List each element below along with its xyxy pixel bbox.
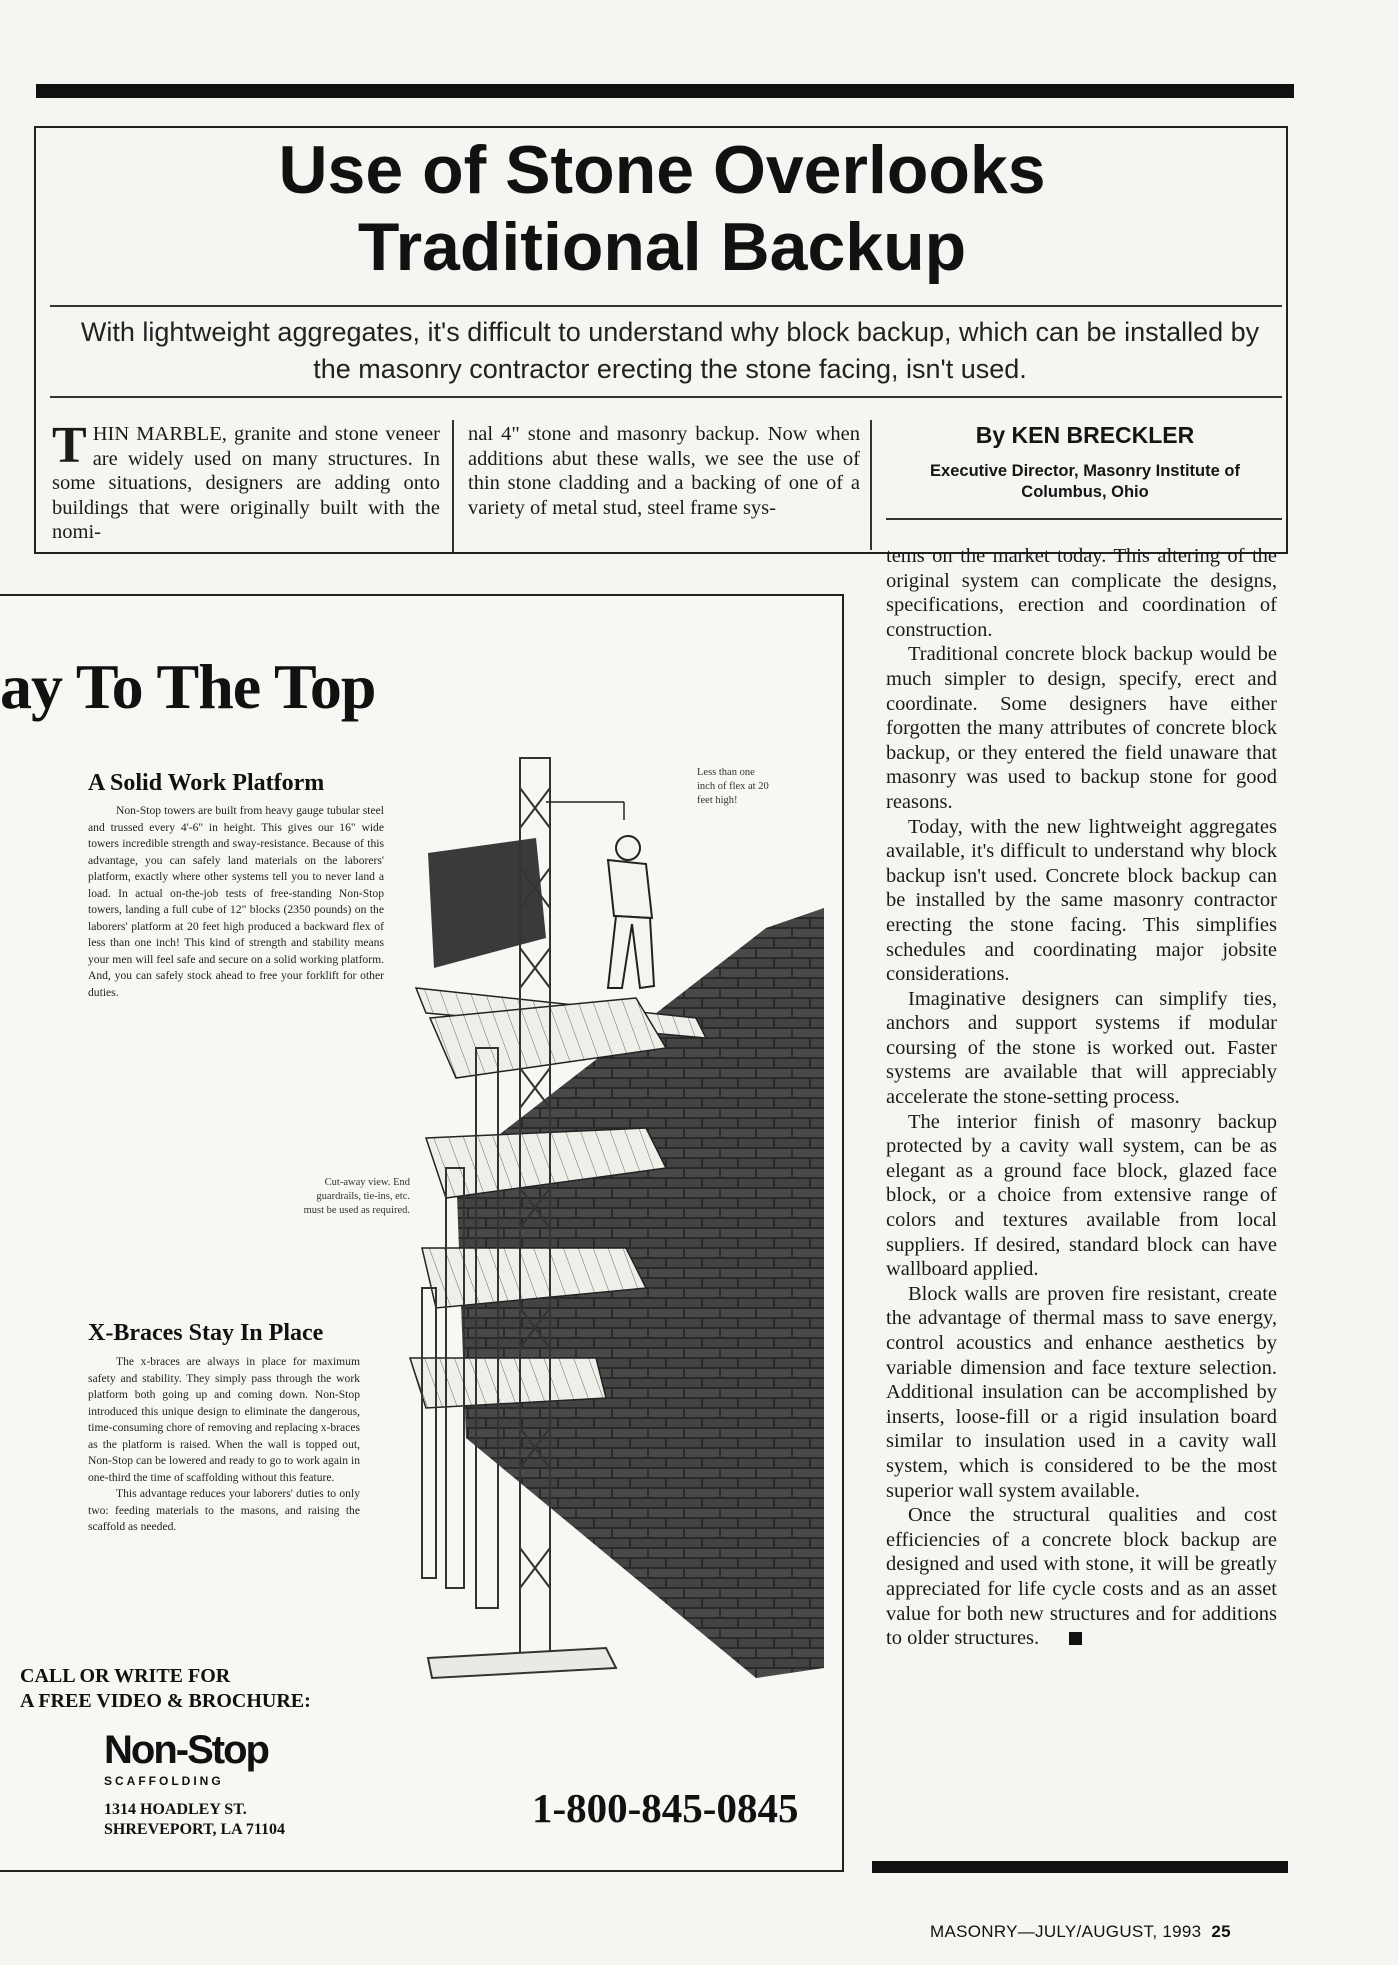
flex-callout: Less than one inch of flex at 20 feet high! [697, 767, 769, 806]
paragraph: tems on the market today. This altering of the original system can complicate the designs, specifications, erection and coordination of construction. [886, 545, 1277, 641]
column-2-text: nal 4" stone and masonry backup. Now when additions abut these walls, we see the use of thin stone cladding and a backing of one of a variety of metal stud, steel frame sys- [468, 423, 860, 519]
ad-paragraph: Non-Stop towers are built from heavy gauge tubular steel and trussed every 4'-6" in height. This gives our 16" wide towers incredible strength and sway-resistance. Because of this advantage, you can safely land materials on the laborers' platform, exactly where other systems tell you to never land a load. In actual on-the-job tests of free-standing Non-Stop towers, landing a full cube of 12" blocks (2350 pounds) on the laborers' platform at 20 feet high produced a backward flex of less than one inch! This kind of strength and stability means your men will feel safe and secure on a solid working platform. And, you can safely stock ahead to free your forklift for other duties. [88, 804, 384, 999]
paragraph: The interior finish of masonry backup protected by a cavity wall system, can be as elegant as a ground face block, glazed face block, or a choice from extensive range of colors and textures available from local suppliers. If desired, standard block can have wallboard applied. [886, 1110, 1277, 1281]
byline [890, 420, 1280, 503]
page-footer [930, 1922, 1231, 1942]
address-line-2: SHREVEPORT, LA 71104 [104, 1821, 285, 1838]
publication-name: MASONRY—JULY/AUGUST, 1993 [930, 1922, 1202, 1941]
article-deck: With lightweight aggregates, it's difficult to understand why block backup, which can be installed by the masonry contractor erecting the stone facing, isn't used. [80, 317, 1260, 384]
column-divider [452, 420, 454, 552]
paragraph-final [886, 1503, 1277, 1651]
article-column-3 [886, 544, 1277, 1651]
ad-headline: ay To The Top [0, 651, 376, 722]
scaffold-illustration [396, 748, 832, 1710]
article-title [40, 132, 1284, 286]
column-divider [870, 420, 872, 550]
end-mark-icon [1069, 1632, 1082, 1645]
worker-figure [608, 836, 654, 988]
byline-name: By KEN BRECKLER [975, 422, 1195, 448]
ad-paragraph: The x-braces are always in place for maximum safety and stability. They simply pass through the work platform both going up and coming down. Non-Stop introduced this unique design to eliminate the dangerous, time-consuming chore of removing and replacing x-braces as the platform is raised. When the wall is topped out, Non-Stop can be lowered and ready to go to work again in one-third the time of scaffolding without this feature. [88, 1355, 360, 1484]
article-column-2 [468, 422, 860, 520]
ad-section-title: A Solid Work Platform [88, 770, 325, 796]
divider [50, 396, 1282, 398]
article-column-1 [52, 417, 440, 545]
paragraph: Today, with the new lightweight aggregates available, it's difficult to understand why block backup isn't used. Concrete block backup can be installed by the same masonry contractor erecting the stone facing. This simplifies schedules and coordinating major jobsite considerations. [886, 815, 1277, 986]
paragraph: Traditional concrete block backup would be much simpler to design, specify, erect and coordinate. Some designers have either forgotten the many attributes of concrete block backup, or they entered the field unaware that masonry was used to backup stone for good reasons. [886, 643, 1277, 813]
ad-section-text [88, 1354, 360, 1536]
non-stop-logo: Non-Stop [104, 1728, 268, 1772]
phone-number: 1-800-845-0845 [532, 1785, 799, 1831]
flex-callout-bracket [546, 802, 624, 820]
cutaway-caption: Cut-away view. End guardrails, tie-ins, etc. must be used as required. [303, 1177, 410, 1216]
ad-section-text [88, 803, 384, 1001]
address [104, 1800, 285, 1840]
title-line-2: Traditional Backup [357, 209, 967, 285]
divider [886, 518, 1282, 520]
paragraph: Imaginative designers can simplify ties, anchors and support systems if modular coursing of the stone is worked out. Faster systems are available that will appreciably accelerate the stone-setting process. [886, 987, 1277, 1109]
call-to-action [20, 1664, 311, 1714]
building-top [428, 838, 546, 968]
column-1-text: HIN MARBLE, granite and stone veneer are widely used on many structures. In some situations, designers are adding onto buildings that were originally built with the nomi- [52, 423, 440, 544]
title-line-1: Use of Stone Overlooks [278, 132, 1046, 208]
byline-role: Executive Director, Masonry Institute of Columbus, Ohio [930, 462, 1240, 501]
paragraph-text: Once the structural qualities and cost efficiencies of a concrete block backup are designed and used with stone, it will be greatly appreciated for life cycle costs and as an asset value for both new structures and for additions to older structures. [886, 1504, 1277, 1650]
logo-subtitle: SCAFFOLDING [104, 1774, 224, 1788]
top-rule [36, 84, 1294, 98]
bottom-rule [872, 1861, 1288, 1873]
address-line-1: 1314 HOADLEY ST. [104, 1801, 247, 1818]
divider [50, 305, 1282, 307]
drop-cap: T [52, 417, 87, 474]
ad-section-title: X-Braces Stay In Place [88, 1320, 324, 1346]
ad-paragraph: This advantage reduces your laborers' duties to only two: feeding materials to the masons, and raising the scaffold as needed. [88, 1487, 360, 1533]
paragraph: Block walls are proven fire resistant, create the advantage of thermal mass to save energy, control acoustics and enhance aesthetics by variable dimension and face texture selection. Additional insulation can be accomplished by inserts, loose-fill or a rigid insulation board similar to insulation used in a cavity wall system, which is considered to be the most superior wall system available. [886, 1282, 1277, 1502]
call-line-2: A FREE VIDEO & BROCHURE: [20, 1690, 311, 1712]
call-line-1: CALL OR WRITE FOR [20, 1665, 231, 1687]
page-number: 25 [1211, 1922, 1231, 1941]
